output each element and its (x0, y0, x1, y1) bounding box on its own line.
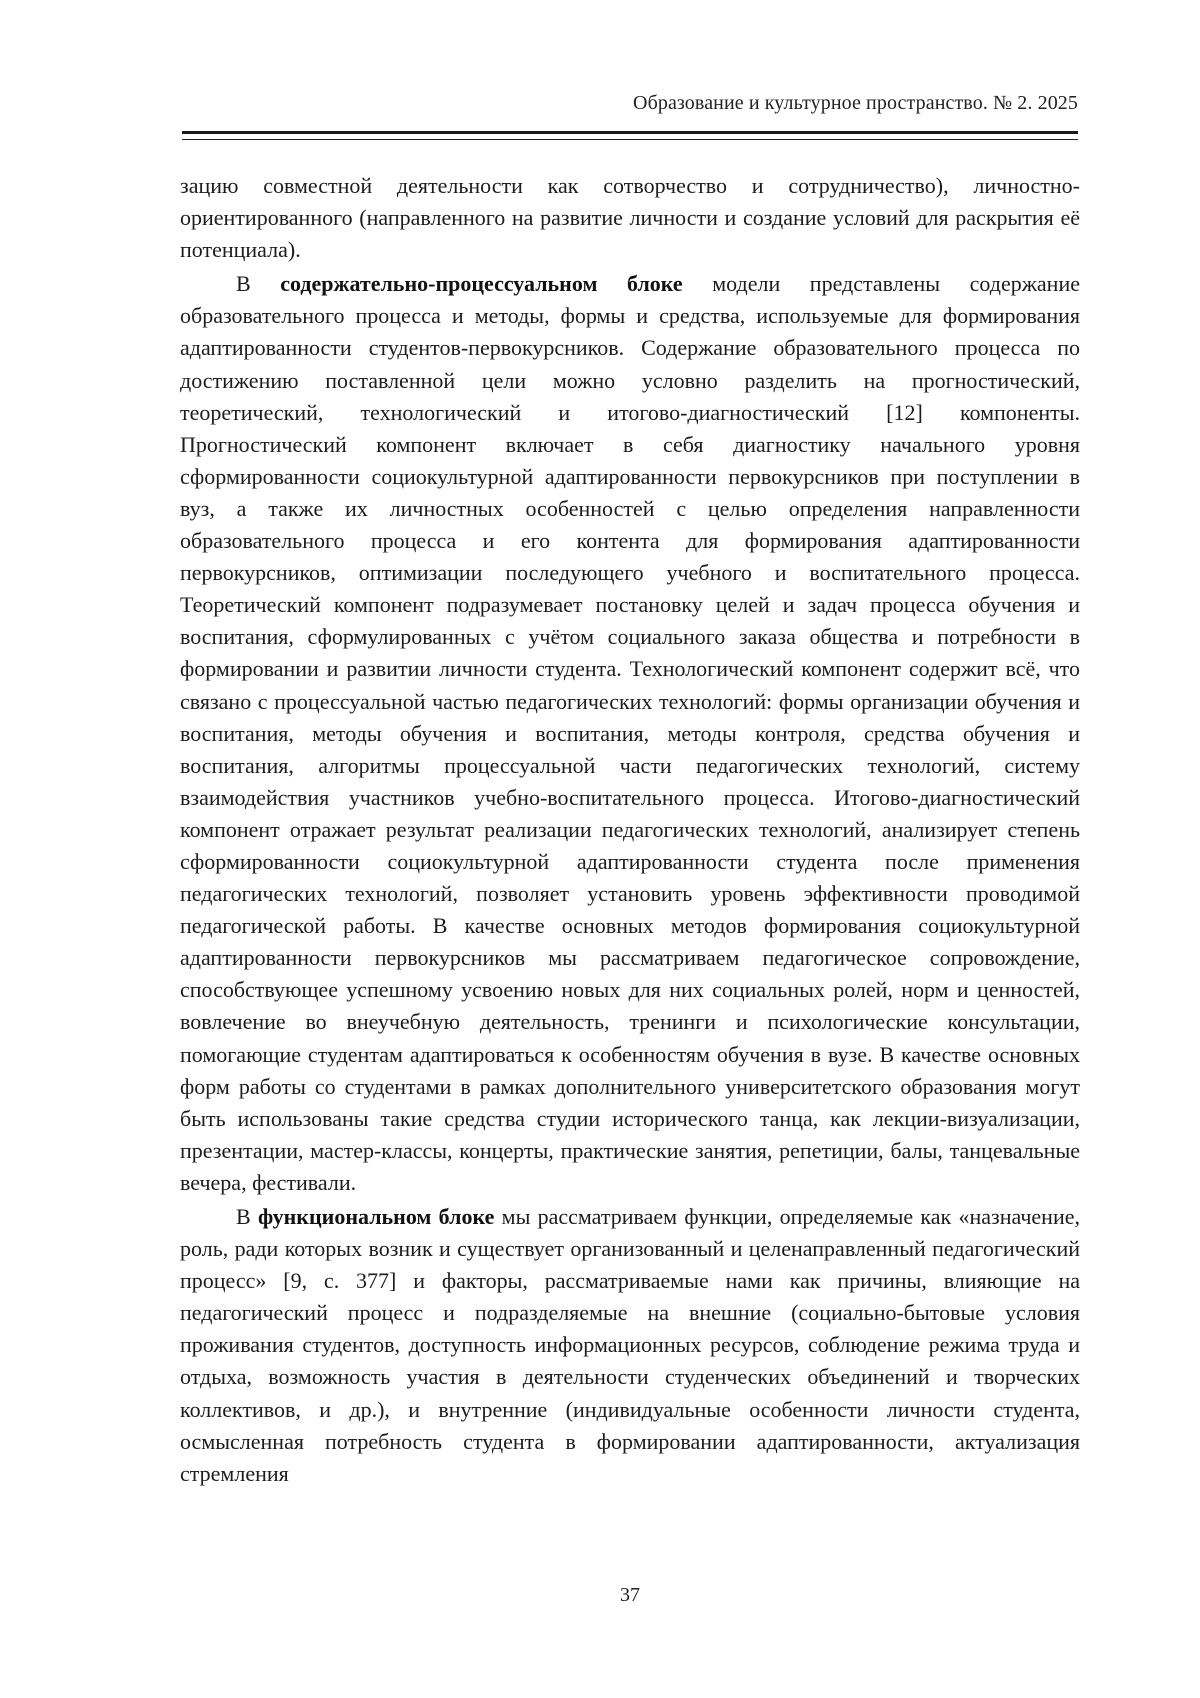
paragraph-content-process-block (180, 268, 1080, 1199)
paragraph-functional-block (180, 1201, 1080, 1490)
body-text (180, 170, 1080, 1490)
paragraph-bold-term: содержательно-процессуальном блоке (280, 271, 683, 297)
paragraph-lead: В (236, 271, 281, 297)
paragraph-lead: В (236, 1204, 258, 1229)
paragraph-text: мы рассматриваем функции, определяемые как «назначение, роль, ради которых возник и существует организованный и целенаправленный педагогический процесс» [9, с. 377] и факторы, рассматриваемые нами как причины, влияющие на педагогический процесс и подразделяемые на внешние (социально-бытовые условия проживания студентов, доступность информационных ресурсов, соблюдение режима труда и отдыха, возможность участия в деятельности студенческих объединений и творческих коллективов, и др.), и внутренние (индивидуальные особенности личности студента, осмысленная потребность студента в формировании адаптированности, актуализация стремления (180, 1204, 1080, 1486)
paragraph-text: зацию совместной деятельности как сотворчество и сотрудничество), личностно-ориентированного (направленного на развитие личности и создание условий для раскрытия её потенциала). (180, 173, 1080, 263)
page-number: 37 (620, 1584, 640, 1606)
header-rule-thick (182, 131, 1078, 134)
paragraph-bold-term: функциональном блоке (257, 1204, 495, 1229)
running-header: Образование и культурное пространство. № 2. 2025 (633, 92, 1078, 114)
paragraph-text: модели представлены содержание образовательного процесса и методы, формы и средства, используемые для формирования адаптированности студентов-первокурсников. Содержание образовательного процесса по достижению поставленной цели можно условно разделить на прогностический, теоретический, технологический и итогово-диагностический [12] компоненты. Прогностический компонент включает в себя диагностику начального уровня сформированности социокультурной адаптированности первокурсников при поступлении в вуз, а также их личностных особенностей с целью определения направленности образовательного процесса и его контента для формирования адаптированности первокурсников, оптимизации последующего учебного и воспитательного процесса. Теоретический компонент подразумевает постановку целей и задач процесса обучения и воспитания, сформулированных с учётом социального заказа общества и потребности в формировании и развитии личности студента. Технологический компонент содержит всё, что связано с процессуальной частью педагогических технологий: формы организации обучения и воспитания, методы обучения и воспитания, методы контроля, средства обучения и воспитания, алгоритмы процессуальной части педагогических технологий, систему взаимодействия участников учебно-воспитательного процесса. Итогово-диагностический компонент отражает результат реализации педагогических технологий, анализирует степень сформированности социокультурной адаптированности студента после применения педагогических технологий, позволяет установить уровень эффективности проводимой педагогической работы. В качестве основных методов формирования социокультурной адаптированности первокурсников мы рассматриваем педагогическое сопровождение, способствующее успешному усвоению новых для них социальных ролей, норм и ценностей, вовлечение во внеучебную деятельность, тренинги и психологические консультации, помогающие студентам адаптироваться к особенностям обучения в вузе. В качестве основных форм работы со студентами в рамках дополнительного университетского образования могут быть использованы такие средства студии исторического танца, как лекции-визуализации, презентации, мастер-классы, концерты, практические занятия, репетиции, балы, танцевальные вечера, фестивали. (180, 271, 1080, 1195)
paragraph-continuation (180, 170, 1080, 266)
header-rule-thin (182, 139, 1078, 140)
